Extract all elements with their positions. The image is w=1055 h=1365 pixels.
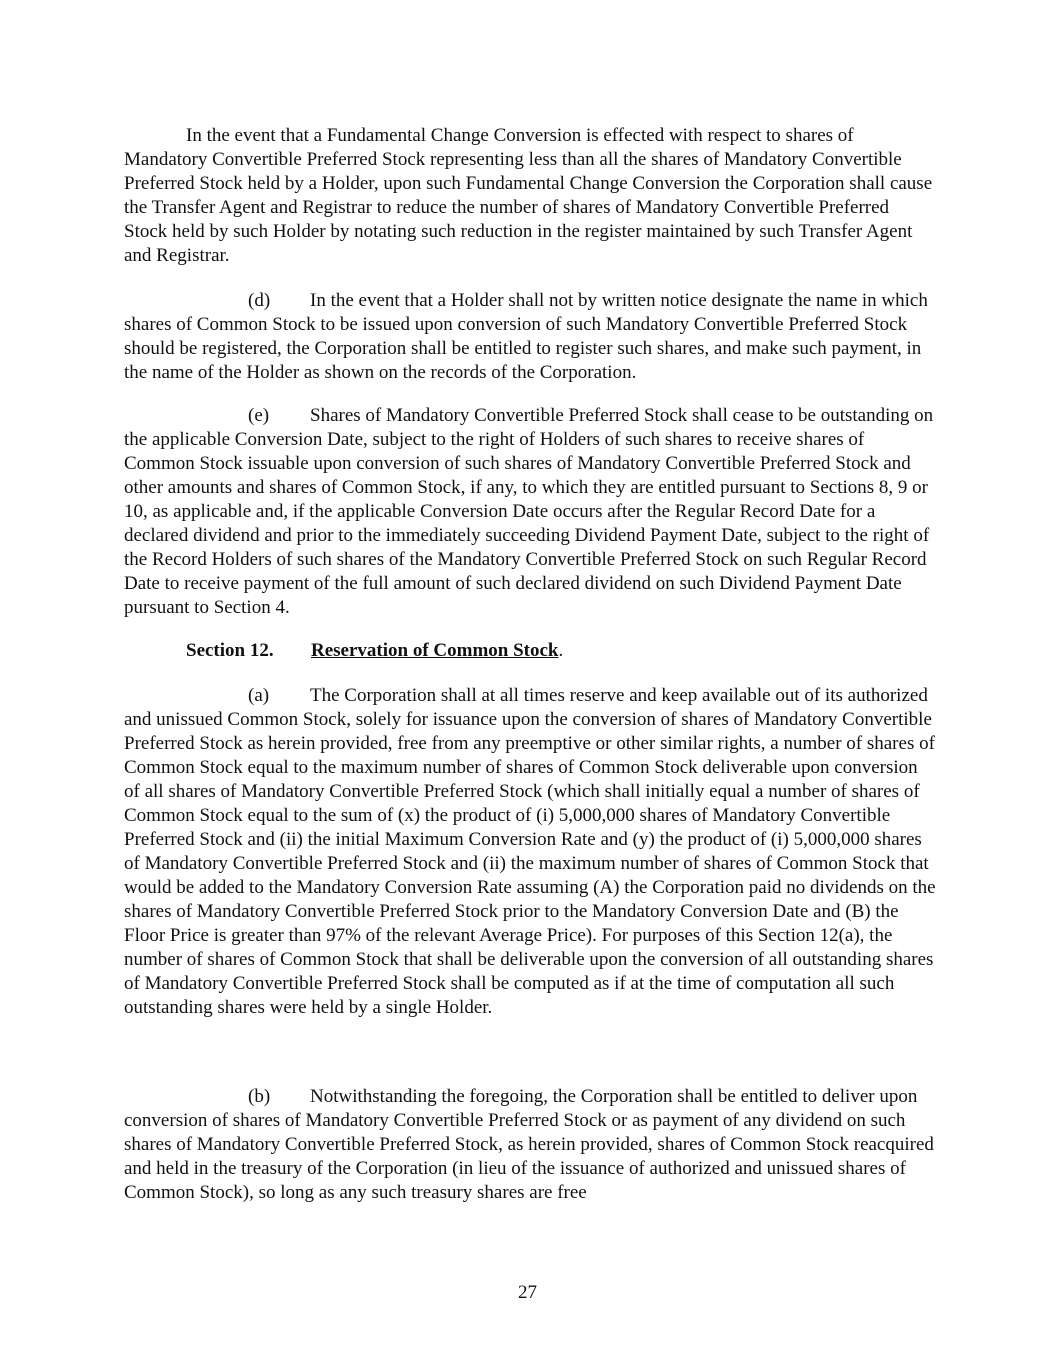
paragraph-d	[124, 289, 936, 385]
clause-label-d: (d)	[248, 290, 271, 311]
page-number: 27	[518, 1282, 537, 1303]
clause-text-e: Shares of Mandatory Convertible Preferred Stock shall cease to be outstanding on the applicable Conversion Date, subject to the right of Holders of such shares to receive shares of Common Stock issuable upon conversion of such shares of Mandatory Convertible Preferred Stock and other amounts and shares of Common Stock, if any, to which they are entitled pursuant to Sections 8, 9 or 10, as applicable and, if the applicable Conversion Date occurs after the Regular Record Date for a declared dividend and prior to the immediately succeeding Dividend Payment Date, subject to the right of the Record Holders of such shares of the Mandatory Convertible Preferred Stock on such Regular Record Date to receive payment of the full amount of such declared dividend on such Dividend Payment Date pursuant to Section 4.	[124, 405, 934, 618]
clause-text-a: The Corporation shall at all times reserve and keep available out of its authorized and unissued Common Stock, solely for issuance upon the conversion of shares of Mandatory Convertible Preferred Stock as herein provided, free from any preemptive or other similar rights, a number of shares of Common Stock equal to the maximum number of shares of Common Stock deliverable upon conversion of all shares of Mandatory Convertible Preferred Stock (which shall initially equal a number of shares of Common Stock equal to the sum of (x) the product of (i) 5,000,000 shares of Mandatory Convertible Preferred Stock and (ii) the initial Maximum Conversion Rate and (y) the product of (i) 5,000,000 shares of Mandatory Convertible Preferred Stock and (ii) the maximum number of shares of Common Stock that would be added to the Mandatory Conversion Rate assuming (A) the Corporation paid no dividends on the shares of Mandatory Convertible Preferred Stock prior to the Mandatory Conversion Date and (B) the Floor Price is greater than 97% of the relevant Average Price). For purposes of this Section 12(a), the number of shares of Common Stock that shall be deliverable upon the conversion of all outstanding shares of Mandatory Convertible Preferred Stock shall be computed as if at the time of computation all such outstanding shares were held by a single Holder.	[124, 685, 936, 1018]
paragraph-b	[124, 1085, 936, 1205]
clause-text-b: Notwithstanding the foregoing, the Corporation shall be entitled to deliver upon conversion of shares of Mandatory Convertible Preferred Stock or as payment of any dividend on such shares of Mandatory Convertible Preferred Stock, as herein provided, shares of Common Stock reacquired and held in the treasury of the Corporation (in lieu of the issuance of authorized and unissued shares of Common Stock), so long as any such treasury shares are free	[124, 1086, 934, 1203]
paragraph-e	[124, 404, 936, 620]
section-heading	[186, 639, 563, 663]
clause-label-b: (b)	[248, 1086, 271, 1107]
paragraph-fundamental-change	[124, 124, 936, 268]
section-number: Section 12.	[186, 640, 274, 661]
paragraph-text: In the event that a Fundamental Change Conversion is effected with respect to shares of Mandatory Convertible Preferred Stock representing less than all the shares of Mandatory Convertible Preferred Stock held by a Holder, upon such Fundamental Change Conversion the Corporation shall cause the Transfer Agent and Registrar to reduce the number of shares of Mandatory Convertible Preferred Stock held by such Holder by notating such reduction in the register maintained by such Transfer Agent and Registrar.	[124, 125, 933, 266]
section-title-period: .	[558, 640, 564, 661]
section-title: Reservation of Common Stock	[311, 640, 559, 661]
paragraph-a	[124, 684, 936, 1020]
clause-label-e: (e)	[248, 405, 270, 426]
clause-text-d: In the event that a Holder shall not by written notice designate the name in which shares of Common Stock to be issued upon conversion of such Mandatory Convertible Preferred Stock should be registered, the Corporation shall be entitled to register such shares, and make such payment, in the name of the Holder as shown on the records of the Corporation.	[124, 290, 928, 383]
clause-label-a: (a)	[248, 685, 270, 706]
